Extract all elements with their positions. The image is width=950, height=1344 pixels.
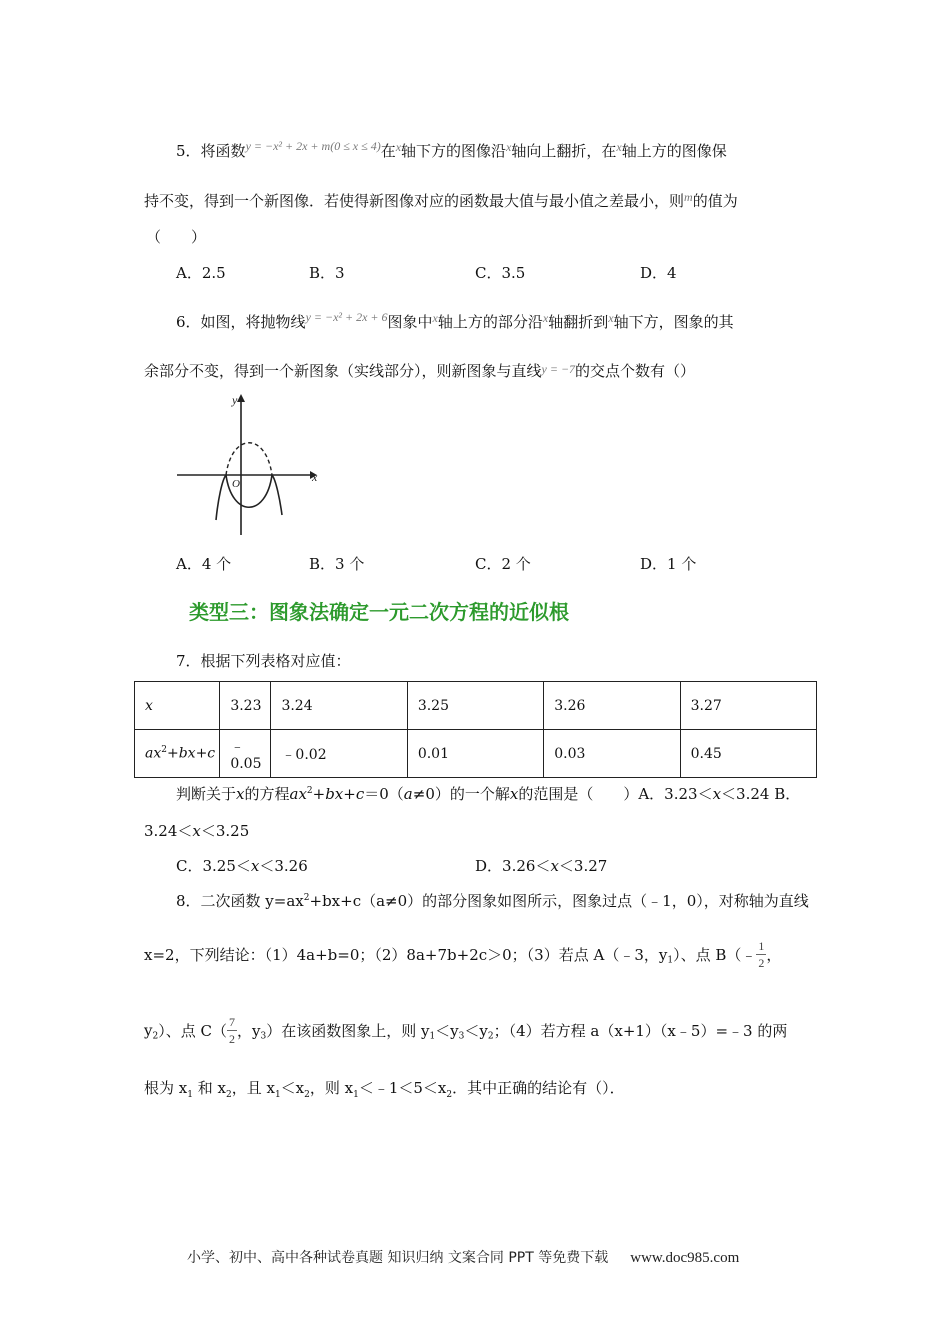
dashed-arch [226, 443, 272, 475]
q6-formula: y = −x² + 2x + 6 [305, 310, 388, 324]
q7-table [134, 681, 817, 778]
origin-label: O [232, 478, 240, 490]
q5-number: 5． [176, 142, 201, 160]
left-branch [216, 475, 226, 520]
q8-line4: 根为 $x_1$ 和 $x_2$，且 $x_1<x_2$，则 $x_1<﹣1<5<x_2$．其中正确的结论有（）． [144, 1079, 625, 1100]
table-cell: x [135, 682, 220, 730]
table-cell: 3.23 [220, 682, 271, 730]
q5-line1: 5．将函数$^{y = -x^2 + 2x + m(0 \le x \le 4)}$在$^x$轴下方的图像沿$^x$轴向上翻折，在$^x$轴上方的图像保 [176, 139, 727, 160]
q6-option-a: A．4 个 [176, 555, 232, 573]
q7-option-c: C．3.25＜x＜3.26 [176, 857, 308, 875]
q6-graph [172, 390, 332, 540]
q7-line2: 3.24＜x＜3.25 [144, 822, 250, 840]
q6-option-c: C．2 个 [475, 555, 531, 573]
table-cell: 3.25 [407, 682, 543, 730]
section-title: 类型三：图象法确定一元二次方程的近似根 [189, 600, 569, 624]
q5-line2: 持不变，得到一个新图像．若使得新图像对应的函数最大值与最小值之差最小，则$^m$的值为 [144, 190, 738, 210]
table-cell: ﹣0.02 [271, 730, 407, 778]
y-axis-label: y [232, 393, 238, 407]
fraction-one-half: $\frac{1}{2}$ [758, 939, 765, 970]
table-cell: 0.03 [544, 730, 680, 778]
footer-link[interactable]: www.doc985.com [630, 1250, 740, 1266]
q5-option-b: B．3 [309, 264, 345, 282]
q6-line2: 余部分不变，得到一个新图象（实线部分），则新图象与直线$^{y = -7}$的交点个数有（） [144, 362, 696, 380]
table-row [135, 682, 817, 730]
q8-line1: 8．二次函数 $y=ax^2+bx+c(a\ne 0)$的部分图象如图所示，图象过点（﹣1，0），对称轴为直线 [176, 892, 809, 910]
fraction-seven-halves: $\frac{7}{2}$ [228, 1015, 235, 1046]
page-footer [187, 1247, 739, 1267]
q5-bracket: （ ） [146, 228, 207, 246]
footer-text: 小学、初中、高中各种试卷真题 知识归纳 文案合同 PPT 等免费下载 [187, 1250, 609, 1266]
y-axis-arrow [237, 394, 245, 402]
q6-line-equation: y = −7 [541, 362, 576, 376]
q8-line2: x=2，下列结论：（1）4a+b=0；（2）8a+7b+2c＞0；（3）若点 A（﹣3，$y_1$）、点 B（﹣ $\frac{1}{2}$ ， [144, 939, 782, 970]
table-cell: 3.26 [544, 682, 680, 730]
q5-option-d: D．4 [640, 264, 677, 282]
q6-option-b: B．3 个 [309, 555, 365, 573]
q6-line1: 6．如图，将抛物线$^{y = -x^2 + 2x + 6}$图象中$^x$轴上方的部分沿$^x$轴翻折到$^x$轴下方，图象的其 [176, 310, 734, 331]
table-cell: 3.27 [680, 682, 816, 730]
q8-line3: $y_2$）、点 C（ $\frac{7}{2}$ ，$y_3$）在该函数图象上，则 $y_1<y_3<y_2$；（4）若方程 a（x+1）（x﹣5）=﹣3 的两 [144, 1015, 788, 1046]
q6-option-d: D．1 个 [640, 555, 697, 573]
table-cell: 0.45 [680, 730, 816, 778]
table-cell: 3.24 [271, 682, 407, 730]
q5-option-a: A．2.5 [176, 264, 226, 282]
q7-intro: 7．根据下列表格对应值： [176, 652, 351, 670]
right-branch [272, 475, 282, 515]
q5-option-c: C．3.5 [475, 264, 526, 282]
table-cell: $ax^2+bx+c$ [135, 730, 220, 778]
q5-formula: y = −x² + 2x + m(0 ≤ x ≤ 4) [245, 139, 381, 153]
table-row [135, 730, 817, 778]
table-cell: 0.01 [407, 730, 543, 778]
table-cell: ﹣0.05 [220, 730, 271, 778]
x-axis-label: x [312, 470, 318, 484]
q7-line1: 判断关于x的方程$ax^2+bx+c=0(a\ne 0)$的一个解x的范围是（ ）A．3.23＜x＜3.24 B． [176, 785, 801, 803]
q6-number: 6． [176, 313, 201, 331]
q7-option-d: D．3.26＜x＜3.27 [475, 857, 608, 875]
